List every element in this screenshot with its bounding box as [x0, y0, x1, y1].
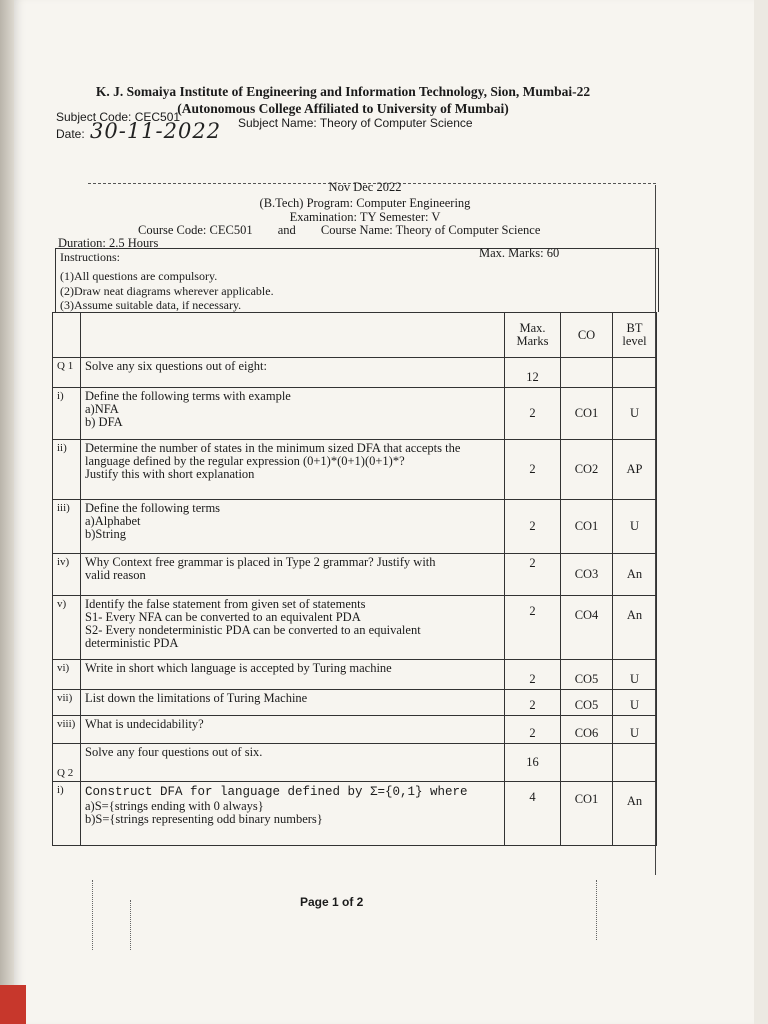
- question-bt: [613, 358, 657, 388]
- question-marks: 2: [505, 716, 561, 744]
- question-marks: 12: [505, 358, 561, 388]
- header-bt-level: BT level: [613, 313, 657, 358]
- institute-name: K. J. Somaiya Institute of Engineering and Information Technology, Sion, Mumbai-22: [95, 84, 591, 99]
- question-co: CO1: [561, 782, 613, 846]
- instructions-box: [55, 248, 659, 312]
- question-text: Write in short which language is accepted by Turing machine: [81, 660, 505, 690]
- affiliation-line: (Autonomous College Affiliated to University of Mumbai): [177, 101, 509, 116]
- question-number: iii): [53, 500, 81, 554]
- question-text: Construct DFA for language defined by Σ={0,1} where a)S={strings ending with 0 always} b)S={strings representing odd binary numbers}: [81, 782, 505, 846]
- exam-duration: Duration: 2.5 Hours: [58, 236, 159, 250]
- table-header-row: [53, 313, 657, 358]
- date-label: Date:: [56, 127, 85, 141]
- question-number: i): [53, 782, 81, 846]
- instruction-item: (3)Assume suitable data, if necessary.: [60, 298, 242, 312]
- question-co: [561, 744, 613, 782]
- question-marks: 2: [505, 440, 561, 500]
- question-bt: U: [613, 716, 657, 744]
- page-number: Page 1 of 2: [300, 895, 364, 909]
- question-marks: 2: [505, 500, 561, 554]
- question-text: Determine the number of states in the minimum sized DFA that accepts the language defined by the regular expression (0+1)*(0+1)(0+1)*? Justify this with short explanation: [81, 440, 505, 500]
- scan-dotted-mark: [92, 880, 95, 950]
- question-co: CO1: [561, 388, 613, 440]
- question-number: iv): [53, 554, 81, 596]
- question-bt: U: [613, 660, 657, 690]
- question-text: List down the limitations of Turing Machine: [81, 690, 505, 716]
- header-max-marks: Max. Marks: [505, 313, 561, 358]
- question-co: CO2: [561, 440, 613, 500]
- question-marks: 16: [505, 744, 561, 782]
- table-row: [53, 782, 657, 846]
- table-row: [53, 358, 657, 388]
- course-line: [138, 223, 562, 238]
- table-row: [53, 660, 657, 690]
- question-bt: U: [613, 690, 657, 716]
- question-bt: [613, 744, 657, 782]
- handwritten-date: 30-11-2022: [90, 119, 222, 143]
- course-code: Course Code: CEC501: [138, 223, 253, 237]
- question-bt: U: [613, 388, 657, 440]
- table-row: [53, 744, 657, 782]
- question-co: CO1: [561, 500, 613, 554]
- question-bt: An: [613, 554, 657, 596]
- table-row: [53, 554, 657, 596]
- question-number: Q 2: [53, 744, 81, 782]
- question-marks: 2: [505, 596, 561, 660]
- question-marks: 2: [505, 690, 561, 716]
- scan-dotted-mark: [130, 900, 133, 950]
- table-row: [53, 596, 657, 660]
- question-co: CO5: [561, 660, 613, 690]
- question-number: viii): [53, 716, 81, 744]
- question-text: Solve any four questions out of six.: [81, 744, 505, 782]
- table-row: [53, 690, 657, 716]
- table-row: [53, 388, 657, 440]
- question-number: ii): [53, 440, 81, 500]
- header-num-cell: [53, 313, 81, 358]
- question-marks: 2: [505, 554, 561, 596]
- question-text: Define the following terms a)Alphabet b)String: [81, 500, 505, 554]
- course-and: and: [277, 223, 296, 237]
- question-number: vii): [53, 690, 81, 716]
- instruction-item: (1)All questions are compulsory.: [60, 269, 218, 283]
- question-number: vi): [53, 660, 81, 690]
- scan-dotted-mark: [596, 880, 599, 940]
- exam-program: (B.Tech) Program: Computer Engineering: [259, 196, 471, 210]
- question-bt: An: [613, 596, 657, 660]
- subject-code: Subject Code: CEC501: [56, 110, 181, 124]
- exam-semester: Examination: TY Semester: V: [289, 210, 441, 224]
- question-co: CO6: [561, 716, 613, 744]
- question-text: What is undecidability?: [81, 716, 505, 744]
- instructions-title: Instructions:: [60, 250, 120, 264]
- question-number: Q 1: [53, 358, 81, 388]
- header-co: CO: [561, 313, 613, 358]
- question-text: Define the following terms with example a)NFA b) DFA: [81, 388, 505, 440]
- question-co: CO3: [561, 554, 613, 596]
- exam-max-marks: Max. Marks: 60: [479, 246, 560, 260]
- question-text: Identify the false statement from given set of statements S1- Every NFA can be converted to an equivalent PDA S2- Every nondeterministic PDA can be converted to an equivalent deterministic PDA: [81, 596, 505, 660]
- question-bt: An: [613, 782, 657, 846]
- question-marks: 2: [505, 660, 561, 690]
- question-number: i): [53, 388, 81, 440]
- question-number: v): [53, 596, 81, 660]
- course-name: Course Name: Theory of Computer Science: [320, 223, 541, 237]
- table-row: [53, 500, 657, 554]
- question-text: Why Context free grammar is placed in Type 2 grammar? Justify with valid reason: [81, 554, 505, 596]
- header-question-cell: [81, 313, 505, 358]
- subject-name: Subject Name: Theory of Computer Science: [238, 116, 473, 130]
- table-row: [53, 440, 657, 500]
- question-table: [52, 312, 657, 846]
- question-co: [561, 358, 613, 388]
- question-marks: 4: [505, 782, 561, 846]
- question-text: Solve any six questions out of eight:: [81, 358, 505, 388]
- table-row: [53, 716, 657, 744]
- question-bt: U: [613, 500, 657, 554]
- red-corner-tab: [0, 985, 26, 1024]
- instruction-item: (2)Draw neat diagrams wherever applicable.: [60, 284, 274, 298]
- exam-session: Nov Dec 2022: [328, 180, 402, 194]
- question-marks: 2: [505, 388, 561, 440]
- question-co: CO5: [561, 690, 613, 716]
- question-co: CO4: [561, 596, 613, 660]
- question-bt: AP: [613, 440, 657, 500]
